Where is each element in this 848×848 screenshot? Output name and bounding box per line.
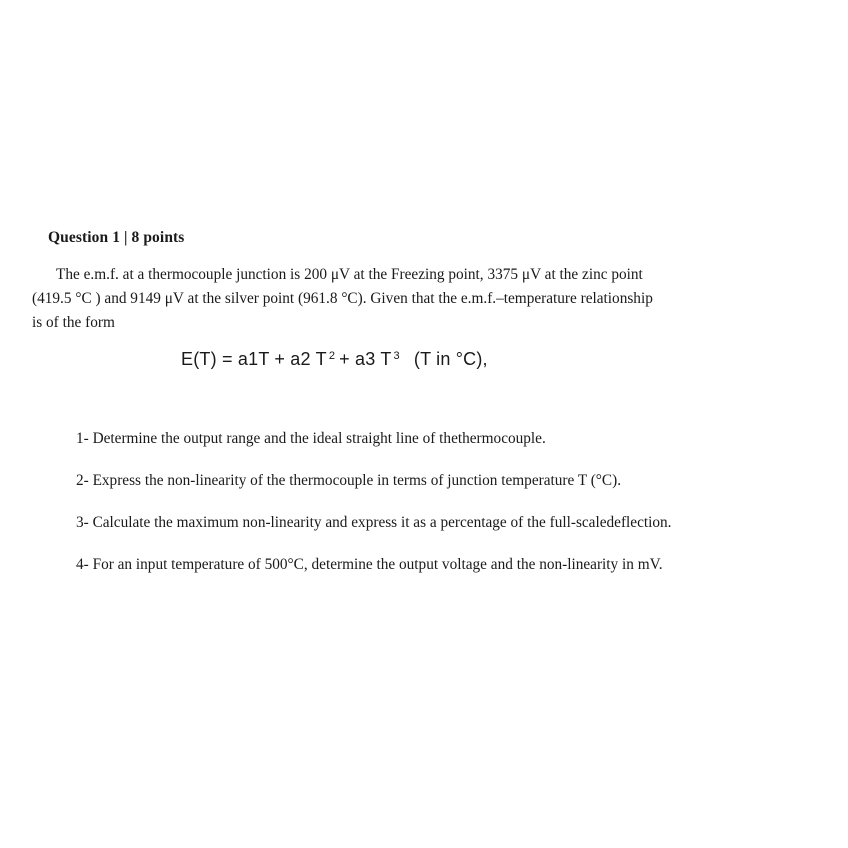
task-item-4: 4- For an input temperature of 500°C, determine the output voltage and the non-linearity in mV. [76, 556, 663, 573]
question-title: Question 1 | 8 points [48, 229, 185, 246]
formula-exponent-3: 3 [393, 350, 400, 362]
formula-middle: + a3 T [339, 349, 392, 369]
formula-lhs: E(T) = a1T + a2 T [181, 349, 327, 369]
task-item-1: 1- Determine the output range and the ideal straight line of thethermocouple. [76, 430, 546, 447]
intro-line-3: is of the form [32, 314, 115, 331]
task-item-3: 3- Calculate the maximum non-linearity and express it as a percentage of the full-scaledeflection. [76, 514, 672, 531]
task-list [76, 427, 836, 595]
task-item-2: 2- Express the non-linearity of the thermocouple in terms of junction temperature T (°C). [76, 472, 622, 489]
formula-unit-note: (T in °C), [413, 349, 488, 369]
question-intro [32, 263, 800, 335]
formula-exponent-2: 2 [328, 350, 336, 362]
emf-formula [181, 349, 488, 370]
intro-line-1: The e.m.f. at a thermocouple junction is 200 μV at the Freezing point, 3375 μV at the zinc point [56, 266, 643, 283]
intro-line-2: (419.5 °C ) and 9149 μV at the silver point (961.8 °C). Given that the e.m.f.–temperature relationship [32, 290, 653, 307]
